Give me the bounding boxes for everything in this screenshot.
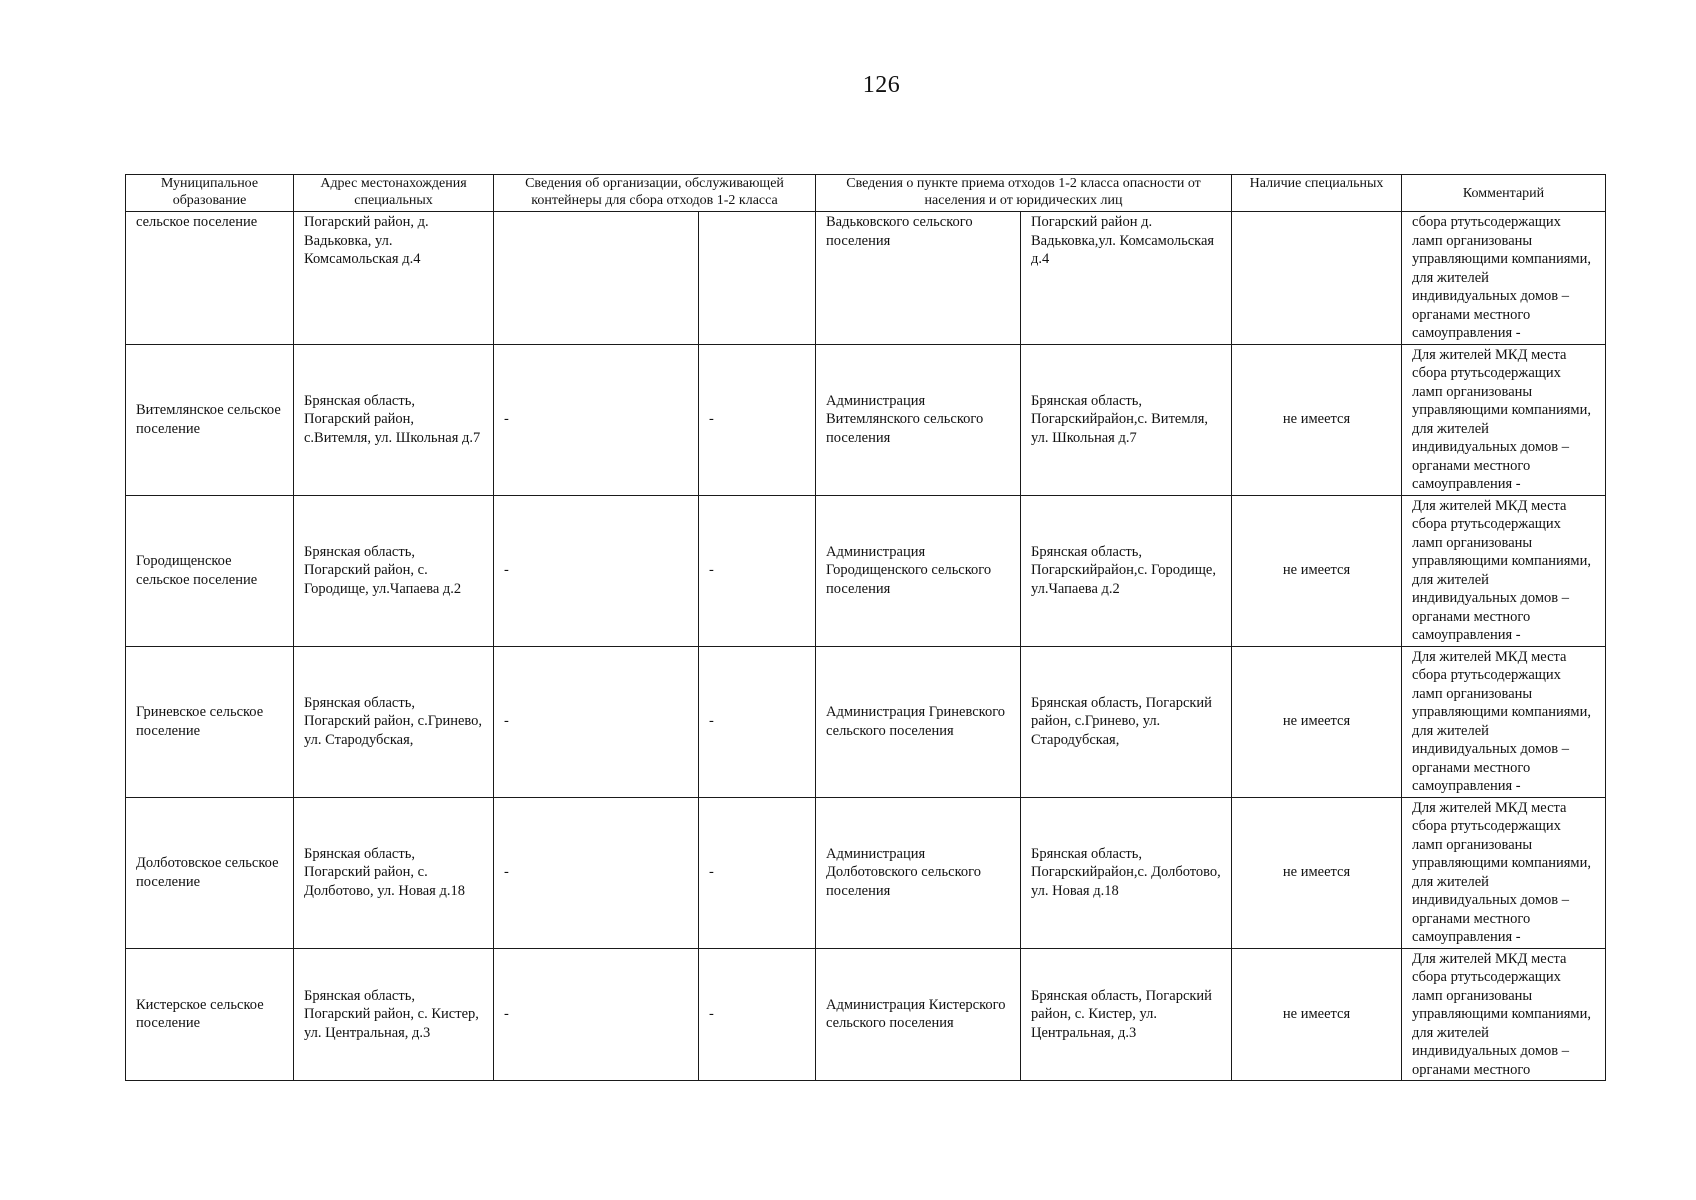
header-collection-point: Сведения о пункте приема отходов 1-2 класса опасности от населения и от юридических лиц <box>816 175 1232 212</box>
table-row <box>126 797 1606 948</box>
cell-point-name: Администрация Долботовского сельского поселения <box>816 797 1021 948</box>
table-row <box>126 646 1606 797</box>
cell-municipality: Витемлянское сельское поселение <box>126 344 294 495</box>
cell-comment: Для жителей МКД места сбора ртутьсодержащих ламп организованы управляющими компаниями, для жителей индивидуальных домов – органами местного самоуправления - <box>1402 495 1606 646</box>
cell-municipality: сельское поселение <box>126 212 294 345</box>
cell-point-name: Администрация Гриневского сельского поселения <box>816 646 1021 797</box>
cell-org-1: - <box>494 344 699 495</box>
page-number: 126 <box>862 72 901 98</box>
cell-municipality: Городищенское сельское поселение <box>126 495 294 646</box>
cell-point-address: Брянская область, Погарскийрайон,с. Витемля, ул. Школьная д.7 <box>1021 344 1232 495</box>
cell-org-2: - <box>699 646 816 797</box>
cell-comment: Для жителей МКД места сбора ртутьсодержащих ламп организованы управляющими компаниями, для жителей индивидуальных домов – органами местного самоуправления - <box>1402 797 1606 948</box>
cell-org-2: - <box>699 495 816 646</box>
cell-address: Брянская область, Погарский район, с. Городище, ул.Чапаева д.2 <box>294 495 494 646</box>
header-availability: Наличие специальных <box>1232 175 1402 212</box>
cell-point-address: Брянская область, Погарский район, с.Гринево, ул. Стародубская, <box>1021 646 1232 797</box>
cell-address: Брянская область, Погарский район, с.Гринево, ул. Стародубская, <box>294 646 494 797</box>
cell-municipality: Гриневское сельское поселение <box>126 646 294 797</box>
cell-availability: не имеется <box>1232 948 1402 1081</box>
cell-availability <box>1232 212 1402 345</box>
table-row <box>126 344 1606 495</box>
cell-org-1 <box>494 212 699 345</box>
table-row <box>126 948 1606 1081</box>
cell-availability: не имеется <box>1232 495 1402 646</box>
cell-comment: Для жителей МКД места сбора ртутьсодержащих ламп организованы управляющими компаниями, для жителей индивидуальных домов – органами местного самоуправления - <box>1402 344 1606 495</box>
cell-point-address: Брянская область, Погарскийрайон,с. Долботово, ул. Новая д.18 <box>1021 797 1232 948</box>
cell-municipality: Кистерское сельское поселение <box>126 948 294 1081</box>
cell-point-name: Вадьковского сельского поселения <box>816 212 1021 345</box>
cell-point-name: Администрация Кистерского сельского поселения <box>816 948 1021 1081</box>
cell-comment: сбора ртутьсодержащих ламп организованы управляющими компаниями, для жителей индивидуальных домов – органами местного самоуправления - <box>1402 212 1606 345</box>
cell-org-2: - <box>699 797 816 948</box>
cell-municipality: Долботовское сельское поселение <box>126 797 294 948</box>
waste-collection-table <box>125 174 1606 1081</box>
cell-address: Брянская область, Погарский район, с. Долботово, ул. Новая д.18 <box>294 797 494 948</box>
cell-point-name: Администрация Витемлянского сельского поселения <box>816 344 1021 495</box>
header-address: Адрес местонахождения специальных <box>294 175 494 212</box>
cell-point-address: Погарский район д. Вадьковка,ул. Комсамольская д.4 <box>1021 212 1232 345</box>
cell-org-1: - <box>494 797 699 948</box>
cell-point-address: Брянская область, Погарский район, с. Кистер, ул. Центральная, д.3 <box>1021 948 1232 1081</box>
cell-availability: не имеется <box>1232 344 1402 495</box>
cell-comment: Для жителей МКД места сбора ртутьсодержащих ламп организованы управляющими компаниями, для жителей индивидуальных домов – органами местного самоуправления - <box>1402 646 1606 797</box>
cell-address: Погарский район, д. Вадьковка, ул. Комсамольская д.4 <box>294 212 494 345</box>
header-row <box>126 175 1606 212</box>
header-comment: Комментарий <box>1402 175 1606 212</box>
cell-availability: не имеется <box>1232 797 1402 948</box>
cell-org-2: - <box>699 948 816 1081</box>
table-row <box>126 212 1606 345</box>
cell-point-name: Администрация Городищенского сельского поселения <box>816 495 1021 646</box>
cell-org-1: - <box>494 646 699 797</box>
cell-org-2 <box>699 212 816 345</box>
cell-point-address: Брянская область, Погарскийрайон,с. Городище, ул.Чапаева д.2 <box>1021 495 1232 646</box>
cell-org-1: - <box>494 495 699 646</box>
cell-org-2: - <box>699 344 816 495</box>
header-municipality: Муниципальное образование <box>126 175 294 212</box>
cell-address: Брянская область, Погарский район, с. Кистер, ул. Центральная, д.3 <box>294 948 494 1081</box>
header-organization: Сведения об организации, обслуживающей контейнеры для сбора отходов 1-2 класса <box>494 175 816 212</box>
table-row <box>126 495 1606 646</box>
cell-address: Брянская область, Погарский район, с.Витемля, ул. Школьная д.7 <box>294 344 494 495</box>
cell-org-1: - <box>494 948 699 1081</box>
cell-availability: не имеется <box>1232 646 1402 797</box>
cell-comment: Для жителей МКД места сбора ртутьсодержащих ламп организованы управляющими компаниями, для жителей индивидуальных домов – органами местного <box>1402 948 1606 1081</box>
